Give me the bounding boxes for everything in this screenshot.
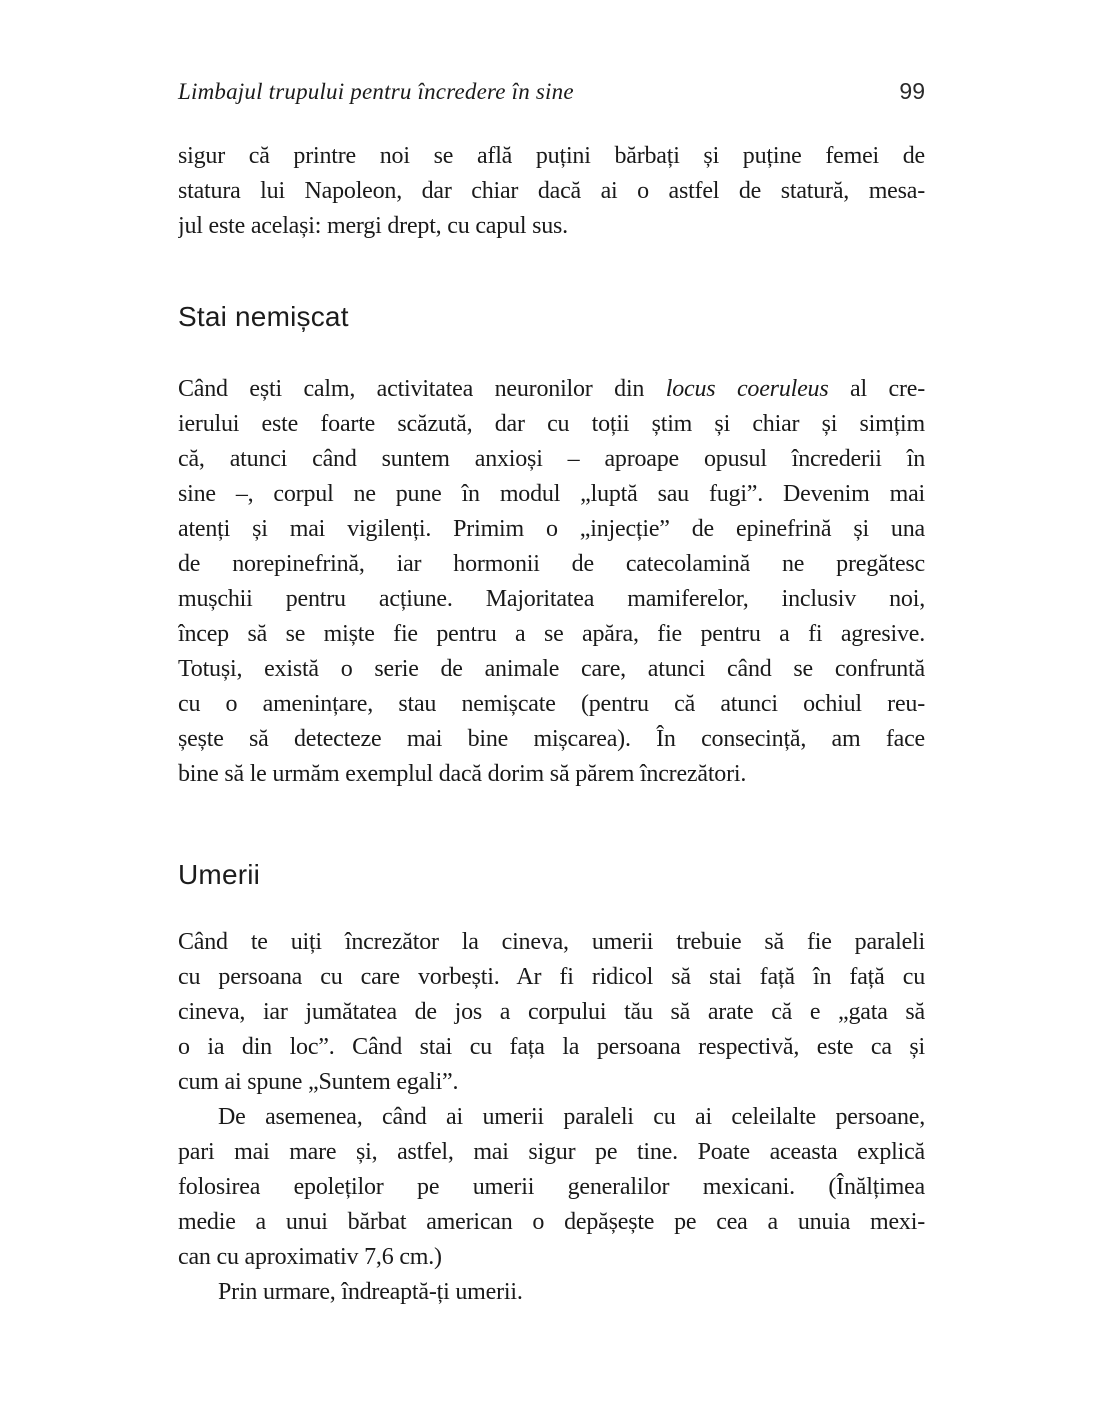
text-segment: medie a unui bărbat american o depășește pe cea a unuia mexi- xyxy=(178,1209,925,1235)
text-segment: de norepinefrină, iar hormonii de catecolamină ne pregătesc xyxy=(178,551,925,577)
text-segment: can cu aproximativ 7,6 cm.) xyxy=(178,1244,442,1270)
text-line xyxy=(178,547,925,582)
text-line xyxy=(178,372,925,407)
text-line xyxy=(178,1100,925,1135)
text-segment: atenți și mai vigilenți. Primim o „injecție” de epinefrină și una xyxy=(178,516,925,542)
text-line xyxy=(178,1065,925,1100)
text-segment: o ia din loc”. Când stai cu fața la persoana respectivă, este ca și xyxy=(178,1034,925,1060)
text-segment: folosirea epoleților pe umerii generalilor mexicani. (Înălțimea xyxy=(178,1174,925,1200)
text-segment: că, atunci când suntem anxioși – aproape opusul încrederii în xyxy=(178,446,925,472)
text-segment: pari mai mare și, astfel, mai sigur pe tine. Poate aceasta explică xyxy=(178,1139,925,1165)
running-title: Limbajul trupului pentru încredere în sine xyxy=(178,79,574,104)
page-number: 99 xyxy=(899,78,925,104)
section-heading-umerii: Umerii xyxy=(178,859,261,890)
text-line xyxy=(178,1170,925,1205)
text-line xyxy=(178,582,925,617)
text-segment: sigur că printre noi se află puțini bărbați și puține femei de xyxy=(178,143,925,169)
text-segment: Totuși, există o serie de animale care, atunci când se confruntă xyxy=(178,656,925,682)
text-segment: șește să detecteze mai bine mișcarea). În consecință, am face xyxy=(178,726,925,752)
text-line xyxy=(178,652,925,687)
text-line xyxy=(178,1275,925,1310)
text-line xyxy=(178,174,925,209)
text-segment: cu o amenințare, stau nemișcate (pentru că atunci ochiul reu- xyxy=(178,691,925,717)
text-segment: sine –, corpul ne pune în modul „luptă sau fugi”. Devenim mai xyxy=(178,481,925,507)
text-segment: De asemenea, când ai umerii paraleli cu ai celeilalte persoane, xyxy=(218,1104,925,1130)
text-line xyxy=(178,1030,925,1065)
text-segment: jul este același: mergi drept, cu capul sus. xyxy=(178,213,568,239)
paragraph-block-intro xyxy=(178,139,925,244)
text-line xyxy=(178,407,925,442)
text-line xyxy=(178,1240,925,1275)
text-segment: statura lui Napoleon, dar chiar dacă ai o astfel de statură, mesa- xyxy=(178,178,925,204)
text-line xyxy=(178,209,925,244)
text-segment: cineva, iar jumătatea de jos a corpului tău să arate că e „gata să xyxy=(178,999,925,1025)
text-segment: Când te uiți încrezător la cineva, umerii trebuie să fie paraleli xyxy=(178,929,925,955)
text-segment: bine să le urmăm exemplul dacă dorim să părem încrezători. xyxy=(178,761,747,787)
running-header xyxy=(178,78,925,105)
text-line xyxy=(178,995,925,1030)
text-line xyxy=(178,960,925,995)
text-line xyxy=(178,1135,925,1170)
section-heading-stai-nemiscat: Stai nemișcat xyxy=(178,301,349,332)
text-line xyxy=(178,722,925,757)
text-segment: ierului este foarte scăzută, dar cu toții știm și chiar și simțim xyxy=(178,411,925,437)
text-segment: Prin urmare, îndreaptă-ți umerii. xyxy=(218,1279,523,1305)
text-line xyxy=(178,687,925,722)
text-line xyxy=(178,925,925,960)
text-line xyxy=(178,477,925,512)
italic-phrase: locus coeruleus xyxy=(665,376,829,402)
text-segment: cu persoana cu care vorbești. Ar fi ridicol să stai față în față cu xyxy=(178,964,925,990)
text-segment: încep să se miște fie pentru a se apăra, fie pentru a fi agresive. xyxy=(178,621,925,647)
text-line xyxy=(178,757,925,792)
text-line xyxy=(178,442,925,477)
text-line xyxy=(178,512,925,547)
paragraph-block-stai-nemiscat xyxy=(178,372,925,792)
text-segment: al cre- xyxy=(828,376,925,402)
text-line xyxy=(178,617,925,652)
text-segment: mușchii pentru acțiune. Majoritatea mamiferelor, inclusiv noi, xyxy=(178,586,925,612)
text-segment: Când ești calm, activitatea neuronilor din xyxy=(178,376,666,402)
paragraph-block-umerii xyxy=(178,925,925,1310)
text-segment: cum ai spune „Suntem egali”. xyxy=(178,1069,459,1095)
text-line xyxy=(178,139,925,174)
text-line xyxy=(178,1205,925,1240)
